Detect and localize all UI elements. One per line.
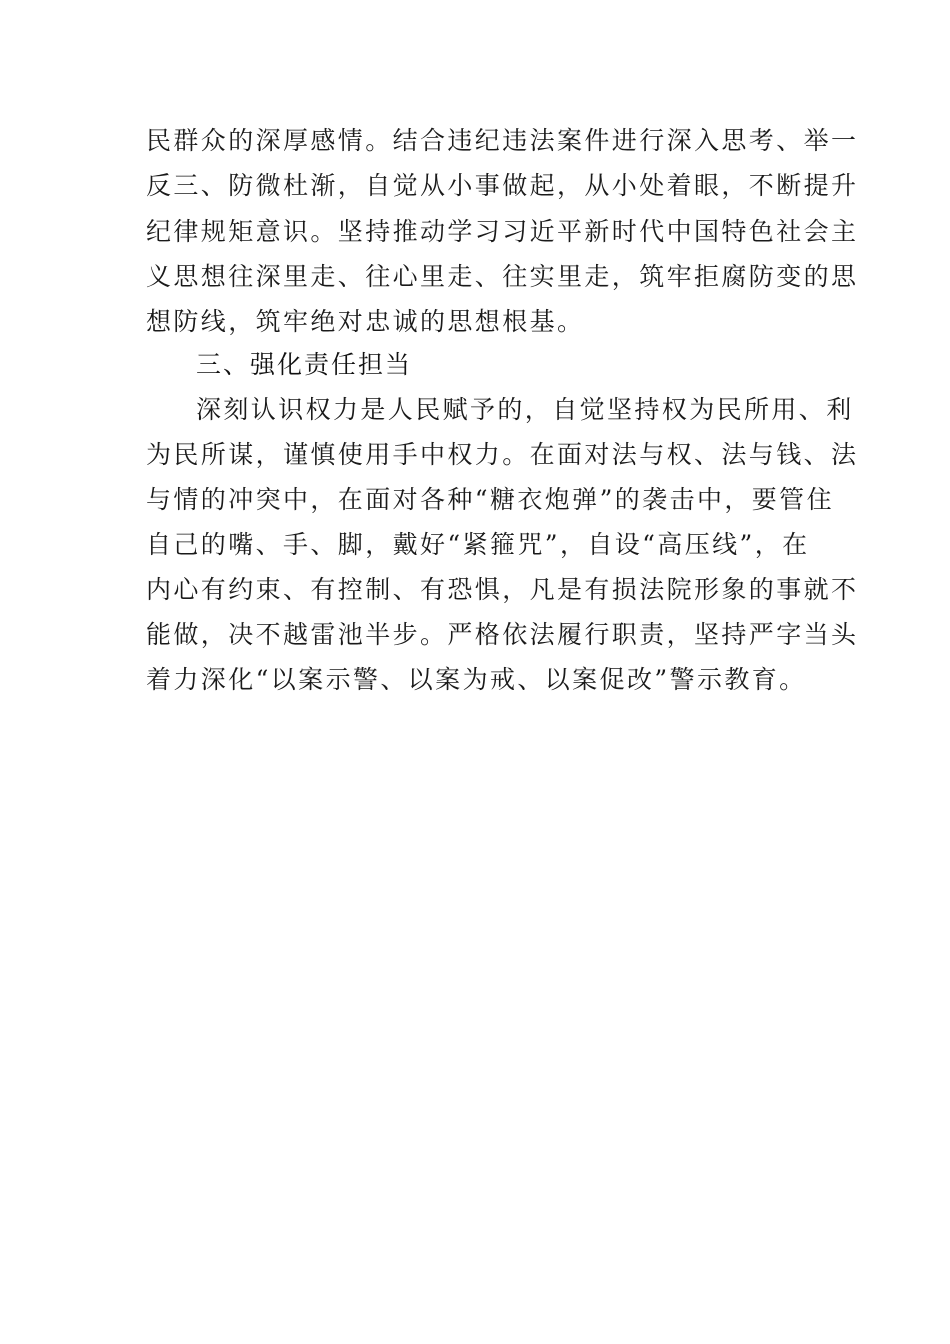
section-3-line-5: 内心有约束、有控制、有恐惧，凡是有损法院形象的事就不 xyxy=(146,575,859,604)
paragraph-1-line-2: 反三、防微杜渐，自觉从小事做起，从小处着眼，不断提升 xyxy=(146,171,859,200)
section-3-line-4: 自己的嘴、手、脚，戴好“紧箍咒”，自设“高压线”，在 xyxy=(146,530,810,559)
section-3-line-7: 着力深化“以案示警、以案为戒、以案促改”警示教育。 xyxy=(146,665,807,694)
paragraph-1-line-4: 义思想往深里走、往心里走、往实里走，筑牢拒腐防变的思 xyxy=(146,262,859,291)
paragraph-1-line-3: 纪律规矩意识。坚持推动学习习近平新时代中国特色社会主 xyxy=(146,217,859,246)
section-3-line-2: 为民所谋，谨慎使用手中权力。在面对法与权、法与钱、法 xyxy=(146,440,859,469)
paragraph-1-line-1: 民群众的深厚感情。结合违纪违法案件进行深入思考、举一 xyxy=(146,126,859,155)
paragraph-1-line-5: 想防线，筑牢绝对忠诚的思想根基。 xyxy=(146,307,585,336)
section-3-line-1: 深刻认识权力是人民赋予的，自觉坚持权为民所用、利 xyxy=(196,395,854,424)
section-3-heading: 三、强化责任担当 xyxy=(196,350,413,379)
section-3-line-3: 与情的冲突中，在面对各种“糖衣炮弹”的袭击中，要管住 xyxy=(146,485,834,514)
section-3-line-6: 能做，决不越雷池半步。严格依法履行职责，坚持严字当头 xyxy=(146,620,859,649)
